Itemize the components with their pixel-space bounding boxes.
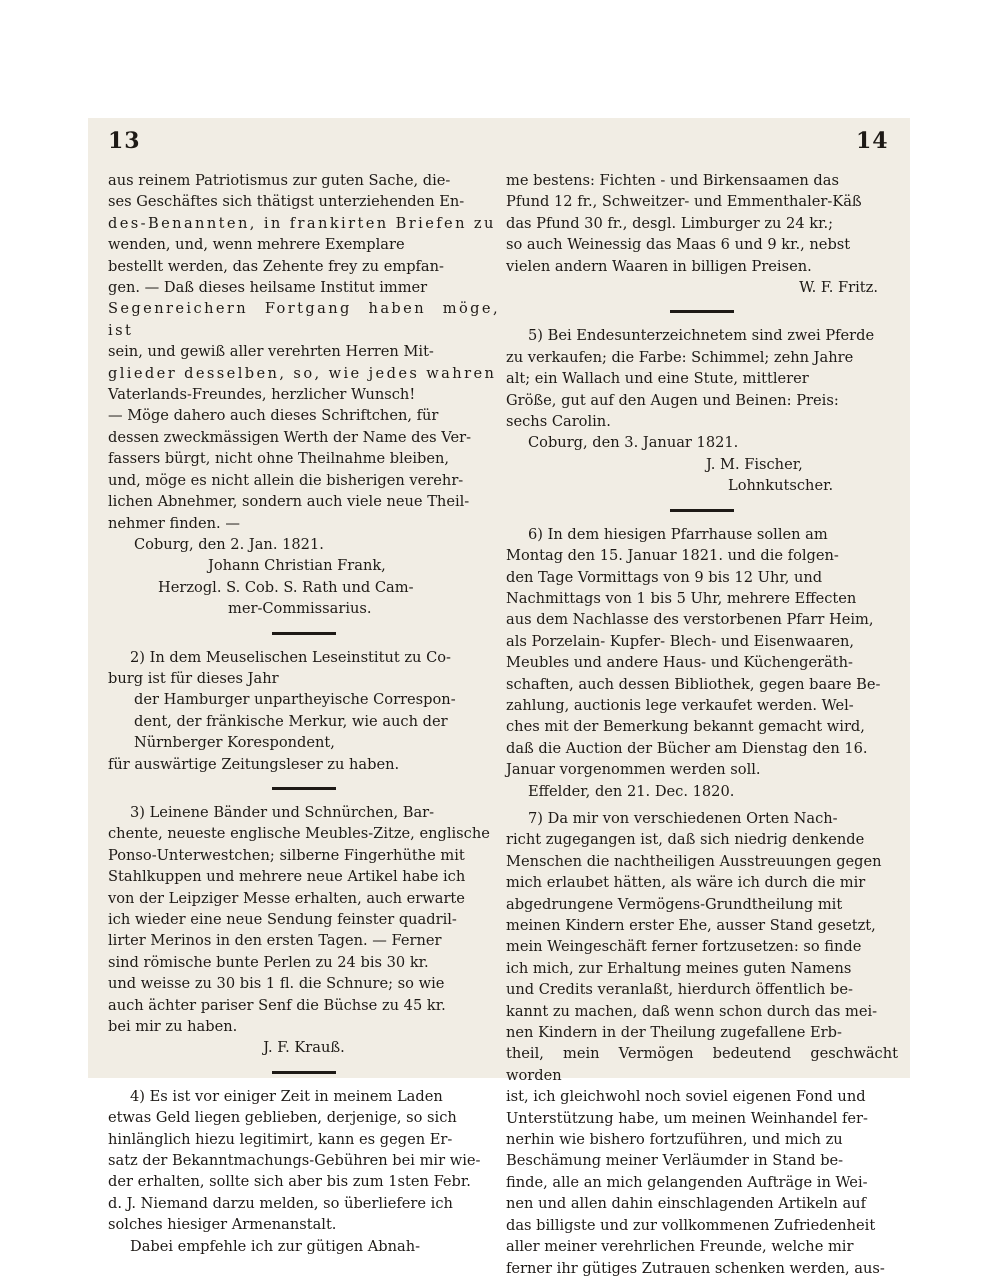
signature-title: mer-Commissarius.	[228, 600, 372, 618]
text-line: finde, alle an mich gelangenden Aufträge in Wei-	[506, 1173, 868, 1191]
text-line: abgedrungene Vermögens-Grundtheilung mit	[506, 895, 843, 913]
text-line: ses Geschäftes sich thätigst unterziehenden En-	[108, 193, 465, 211]
text-line: für auswärtige Zeitungsleser zu haben.	[108, 755, 400, 773]
text-line: nen und allen dahin einschlagenden Artikeln auf	[506, 1195, 866, 1213]
text-line: 2) In dem Meuselischen Leseinstitut zu Co-	[130, 648, 451, 666]
notice-4	[108, 1086, 500, 1257]
text-line: meinen Kindern erster Ehe, ausser Stand gesetzt,	[506, 917, 876, 934]
text-line: und weisse zu 30 bis 1 fl. die Schnure; so wie	[108, 975, 445, 993]
text-line: der erhalten, sollte sich aber bis zum 1sten Febr.	[108, 1173, 471, 1191]
text-line: kannt zu machen, daß wenn schon durch das mei-	[506, 1002, 878, 1020]
signature-name: J. M. Fischer,	[706, 455, 803, 473]
text-line: daß die Auction der Bücher am Dienstag den 16.	[506, 739, 868, 757]
text-line: aus dem Nachlasse des verstorbenen Pfarr Heim,	[506, 611, 874, 629]
section-divider	[670, 310, 734, 313]
text-line: Montag den 15. Januar 1821. und die folgen-	[506, 547, 839, 565]
text-line: fassers bürgt, nicht ohne Theilnahme bleiben,	[108, 450, 450, 468]
text-line: und, möge es nicht allein die bisherigen verehr-	[108, 471, 464, 489]
text-line: chente, neueste englische Meubles-Zitze, englische	[108, 825, 490, 843]
text-line: burg ist für dieses Jahr	[108, 669, 279, 687]
text-line: — Möge dahero auch dieses Schriftchen, für	[108, 407, 439, 425]
notice-6	[506, 524, 898, 802]
text-line: Segenreichern Fortgang haben möge, ist	[108, 300, 500, 339]
text-line: 3) Leinene Bänder und Schnürchen, Bar-	[130, 803, 435, 821]
text-line: Unterstützung habe, um meinen Weinhandel fer-	[506, 1109, 868, 1127]
signature-name: Johann Christian Frank,	[208, 557, 386, 575]
section-divider	[272, 632, 336, 635]
text-line: 5) Bei Endesunterzeichnetem sind zwei Pferde	[528, 327, 875, 345]
text-line: Ponso-Unterwestchen; silberne Fingerhüthe mit	[108, 846, 465, 864]
text-line: nerhin wie bishero fortzuführen, und mich zu	[506, 1131, 843, 1149]
text-line: me bestens: Fichten - und Birkensaamen das	[506, 172, 839, 189]
text-line: lirter Merinos in den ersten Tagen. — Ferner	[108, 932, 442, 950]
place-date: Effelder, den 21. Dec. 1820.	[528, 782, 735, 800]
text-line: als Porzelain- Kupfer- Blech- und Eisenwaaren,	[506, 632, 855, 650]
signature-title: Herzogl. S. Cob. S. Rath und Cam-	[158, 578, 414, 596]
text-line: ich wieder eine neue Sendung feinster quadril-	[108, 911, 457, 928]
text-line: Menschen die nachtheiligen Ausstreuungen gegen	[506, 852, 882, 870]
text-line: Größe, gut auf den Augen und Beinen: Preis:	[506, 391, 839, 409]
text-line: Meubles und andere Haus- und Küchengeräth-	[506, 654, 853, 672]
text-line: vielen andern Waaren in billigen Preisen.	[506, 257, 812, 275]
text-line: Nürnberger Korespondent,	[134, 734, 335, 752]
text-line: Stahlkuppen und mehrere neue Artikel habe ich	[108, 868, 466, 886]
section-divider	[272, 1071, 336, 1074]
text-line: des-Benannten, in frankirten Briefen zu	[108, 214, 496, 232]
notice-3	[108, 802, 500, 1059]
text-line: schaften, auch dessen Bibliothek, gegen baare Be-	[506, 675, 881, 693]
text-line: satz der Bekanntmachungs-Gebühren bei mir wie-	[108, 1152, 481, 1170]
text-line: Dabei empfehle ich zur gütigen Abnah-	[130, 1237, 421, 1255]
text-line: richt zugegangen ist, daß sich niedrig denkende	[506, 831, 865, 849]
text-line: Nachmittags von 1 bis 5 Uhr, mehrere Effecten	[506, 589, 857, 607]
text-line: solches hiesiger Armenanstalt.	[108, 1216, 337, 1234]
text-line: lichen Abnehmer, sondern auch viele neue Theil-	[108, 493, 470, 511]
text-line: glieder desselben, so, wie jedes wahren	[108, 364, 497, 382]
notice-4-continued	[506, 170, 898, 298]
text-line: sind römische bunte Perlen zu 24 bis 30 kr.	[108, 953, 429, 971]
text-line: zahlung, auctionis lege verkaufet werden. Wel-	[506, 696, 854, 714]
signature-title: Lohnkutscher.	[728, 477, 834, 495]
text-line: ferner ihr gütiges Zutrauen schenken werden, aus-	[506, 1259, 885, 1277]
text-line: etwas Geld liegen geblieben, derjenige, so sich	[108, 1109, 457, 1127]
text-line: zu verkaufen; die Farbe: Schimmel; zehn Jahre	[506, 348, 854, 366]
text-line: mich erlaubet hätten, als wäre ich durch die mir	[506, 874, 866, 892]
text-line: aller meiner verehrlichen Freunde, welche mir	[506, 1238, 854, 1256]
text-line: der Hamburger unpartheyische Correspon-	[134, 691, 456, 709]
section-divider	[670, 509, 734, 512]
notice-7	[506, 808, 898, 1279]
notice-2	[108, 647, 500, 775]
text-line: aus reinem Patriotismus zur guten Sache, die-	[108, 172, 451, 189]
text-line: den Tage Vormittags von 9 bis 12 Uhr, und	[506, 568, 823, 586]
signature-name: W. F. Fritz.	[799, 279, 878, 297]
text-line: hinlänglich hiezu legitimirt, kann es gegen Er-	[108, 1130, 453, 1148]
text-line: dessen zweckmässigen Werth der Name des Ver-	[108, 428, 472, 446]
signature-name: J. F. Krauß.	[263, 1039, 345, 1057]
text-line: auch ächter pariser Senf die Büchse zu 45 kr.	[108, 996, 446, 1014]
text-line: bei mir zu haben.	[108, 1018, 238, 1036]
text-line: Pfund 12 fr., Schweitzer- und Emmenthaler-Käß	[506, 193, 862, 211]
text-line: 6) In dem hiesigen Pfarrhause sollen am	[528, 525, 828, 543]
text-line: sechs Carolin.	[506, 413, 611, 431]
text-line: nehmer finden. —	[108, 514, 240, 532]
section-divider	[272, 787, 336, 790]
text-line: ist, ich gleichwohl noch soviel eigenen Fond und	[506, 1088, 866, 1106]
text-line: das Pfund 30 fr., desgl. Limburger zu 24 kr.;	[506, 214, 834, 232]
right-column	[506, 170, 898, 1279]
notice-1-continued	[108, 170, 500, 620]
text-line: und Credits veranlaßt, hierdurch öffentlich be-	[506, 981, 853, 999]
text-line: ich mich, zur Erhaltung meines guten Namens	[506, 959, 852, 977]
page-number-right: 14	[856, 128, 889, 154]
text-line: alt; ein Wallach und eine Stute, mittlerer	[506, 370, 809, 388]
text-line: mein Weingeschäft ferner fortzusetzen: so finde	[506, 938, 862, 956]
text-line: dent, der fränkische Merkur, wie auch der	[134, 712, 448, 730]
notice-5	[506, 325, 898, 496]
text-line: Beschämung meiner Verläumder in Stand be-	[506, 1152, 844, 1170]
place-date: Coburg, den 3. Januar 1821.	[528, 434, 739, 452]
text-line: 7) Da mir von verschiedenen Orten Nach-	[528, 809, 838, 827]
text-line: 4) Es ist vor einiger Zeit in meinem Laden	[130, 1087, 443, 1105]
left-column	[108, 170, 500, 1257]
text-line: d. J. Niemand darzu melden, so überliefere ich	[108, 1194, 453, 1212]
text-line: theil, mein Vermögen bedeutend geschwächt worden	[506, 1045, 898, 1084]
text-line: Januar vorgenommen werden soll.	[506, 761, 761, 779]
text-line: von der Leipziger Messe erhalten, auch erwarte	[108, 889, 465, 907]
text-line: bestellt werden, das Zehente frey zu empfan-	[108, 257, 444, 275]
place-date: Coburg, den 2. Jan. 1821.	[134, 535, 324, 553]
text-line: das billigste und zur vollkommenen Zufriedenheit	[506, 1216, 876, 1234]
text-line: so auch Weinessig das Maas 6 und 9 kr., nebst	[506, 236, 851, 254]
text-line: Vaterlands-Freundes, herzlicher Wunsch!	[108, 386, 416, 404]
page-number-left: 13	[108, 128, 141, 154]
text-line: gen. — Daß dieses heilsame Institut immer	[108, 279, 428, 297]
text-line: ches mit der Bemerkung bekannt gemacht wird,	[506, 718, 865, 736]
text-line: sein, und gewiß aller verehrten Herren Mit-	[108, 343, 434, 361]
text-line: nen Kindern in der Theilung zugefallene Erb-	[506, 1024, 842, 1042]
text-line: wenden, und, wenn mehrere Exemplare	[108, 236, 405, 254]
